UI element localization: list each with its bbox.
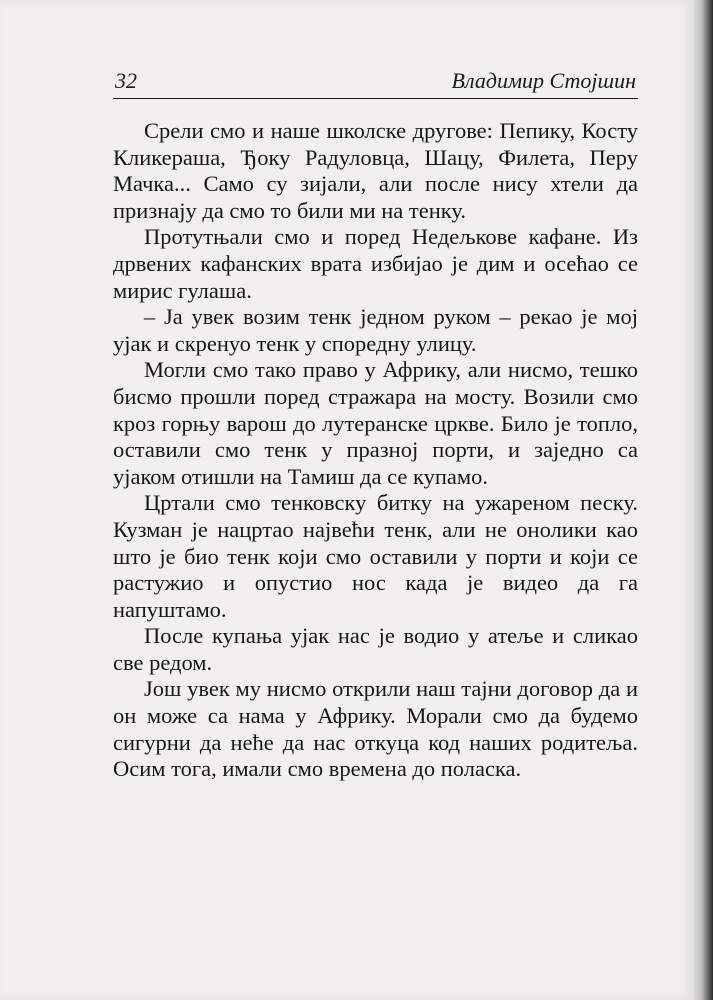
paragraph: Срели смо и наше школске другове: Пепику, Косту Кликераша, Ђоку Радуловца, Шацу, Филета, Перу Мачка... Само су зијали, али после нису хтели да признају да смо то били ми на тенку. — [113, 118, 638, 223]
running-head: Владимир Стојшин — [451, 68, 636, 93]
page-header — [113, 62, 638, 99]
page-edge — [694, 0, 713, 1000]
paragraph: Могли смо тако право у Африку, али нисмо, тешко бисмо прошли поред стражара на мосту. Возили смо кроз горњу варош до лутеранске цркве. Било је топло, оставили смо тенк у празној порти, и заједно са ујаком отишли на Тамиш да се купамо. — [113, 357, 638, 489]
paragraph: После купања ујак нас је водио у атеље и сликао све редом. — [113, 623, 638, 675]
paragraph: Протутњали смо и поред Недељкове кафане. Из дрвених кафанских врата избијао је дим и осећао се мирис гулаша. — [113, 224, 638, 303]
page-number: 32 — [115, 68, 137, 93]
paragraph: Цртали смо тенковску битку на ужареном песку. Кузман је нацртао највећи тенк, али не онолики као што је био тенк који смо оставили у порти и који се растужио и опустио нос када је видео да га напуштамо. — [113, 490, 638, 622]
paragraph: Још увек му нисмо открили наш тајни договор да и он може са нама у Африку. Морали смо да будемо сигурни да неће да нас откуца код наших родитеља. Осим тога, имали смо времена до поласка. — [113, 676, 638, 782]
body-text — [113, 118, 638, 783]
paragraph: – Ја увек возим тенк једном руком – рекао је мој ујак и скренуо тенк у споредну улицу. — [113, 304, 638, 356]
